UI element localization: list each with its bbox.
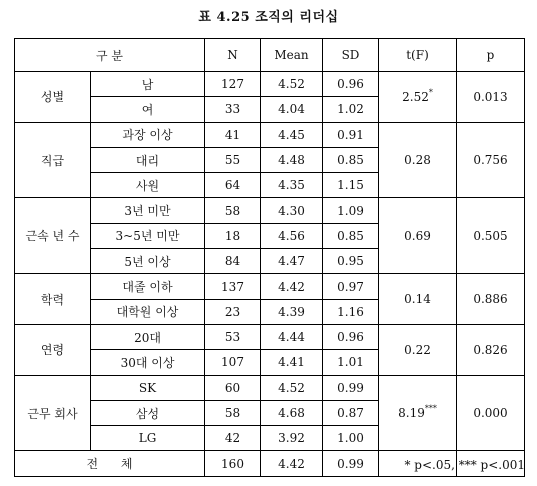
mean-value: 4.30 (261, 198, 323, 223)
t-number: 2.52 (402, 89, 429, 104)
n-value: 107 (205, 350, 261, 375)
t-value (379, 72, 457, 123)
t-value (379, 375, 457, 451)
sd-value: 0.85 (323, 147, 379, 172)
n-value: 53 (205, 324, 261, 349)
t-number: 0.69 (404, 228, 431, 243)
row-label: 여 (91, 97, 205, 122)
t-number: 0.14 (404, 292, 431, 307)
header-row (15, 39, 525, 72)
group-name: 연령 (15, 324, 91, 375)
header-mean: Mean (261, 39, 323, 72)
table-caption: 표 4.25 조직의 리더십 (198, 10, 339, 25)
table-row (15, 72, 525, 97)
sd-value: 0.91 (323, 122, 379, 147)
group-name: 학력 (15, 274, 91, 325)
p-value: 0.000 (457, 375, 525, 451)
mean-value: 4.47 (261, 249, 323, 274)
n-value: 42 (205, 426, 261, 451)
sd-value: 0.99 (323, 375, 379, 400)
group-name: 성별 (15, 72, 91, 123)
row-label: 3~5년 미만 (91, 223, 205, 248)
group-name: 근속 년 수 (15, 198, 91, 274)
sd-value: 0.95 (323, 249, 379, 274)
sd-value: 0.87 (323, 400, 379, 425)
mean-value: 4.44 (261, 324, 323, 349)
sd-value: 0.96 (323, 324, 379, 349)
row-label: 3년 미만 (91, 198, 205, 223)
row-label: 사원 (91, 173, 205, 198)
header-t: t(F) (379, 39, 457, 72)
significance-mark: *** (424, 404, 437, 413)
sd-value: 1.02 (323, 97, 379, 122)
sd-value: 0.85 (323, 223, 379, 248)
group-name: 근무 회사 (15, 375, 91, 451)
p-value: 0.886 (457, 274, 525, 325)
p-value: 0.826 (457, 324, 525, 375)
n-value: 64 (205, 173, 261, 198)
row-label: 5년 이상 (91, 249, 205, 274)
total-mean: 4.42 (261, 451, 323, 476)
sd-value: 1.16 (323, 299, 379, 324)
significance-mark: * (428, 87, 433, 97)
p-value: 0.756 (457, 122, 525, 198)
n-value: 33 (205, 97, 261, 122)
group-name: 직급 (15, 122, 91, 198)
n-value: 23 (205, 299, 261, 324)
mean-value: 4.41 (261, 350, 323, 375)
mean-value: 4.48 (261, 147, 323, 172)
sd-value: 1.15 (323, 173, 379, 198)
row-label: 과장 이상 (91, 122, 205, 147)
n-value: 55 (205, 147, 261, 172)
table-row (15, 274, 525, 299)
row-label: 30대 이상 (91, 350, 205, 375)
p-value: 0.505 (457, 198, 525, 274)
row-label: SK (91, 375, 205, 400)
table-row (15, 198, 525, 223)
n-value: 18 (205, 223, 261, 248)
total-label: 전 체 (15, 451, 205, 476)
table-row (15, 375, 525, 400)
n-value: 84 (205, 249, 261, 274)
leadership-table (14, 38, 525, 477)
t-value (379, 324, 457, 375)
header-n: N (205, 39, 261, 72)
t-number: 0.22 (404, 342, 431, 357)
t-value (379, 274, 457, 325)
n-value: 127 (205, 72, 261, 97)
table-row (15, 122, 525, 147)
n-value: 137 (205, 274, 261, 299)
p-value: 0.013 (457, 72, 525, 123)
row-label: 대리 (91, 147, 205, 172)
mean-value: 4.56 (261, 223, 323, 248)
table-row (15, 324, 525, 349)
row-label: 대졸 이하 (91, 274, 205, 299)
sd-value: 1.01 (323, 350, 379, 375)
sd-value: 1.00 (323, 426, 379, 451)
header-p: p (457, 39, 525, 72)
footnote: * p<.05, *** p<.001 (404, 458, 525, 472)
row-label: 남 (91, 72, 205, 97)
n-value: 41 (205, 122, 261, 147)
row-label: 대학원 이상 (91, 299, 205, 324)
mean-value: 3.92 (261, 426, 323, 451)
t-value (379, 198, 457, 274)
mean-value: 4.39 (261, 299, 323, 324)
sd-value: 1.09 (323, 198, 379, 223)
n-value: 58 (205, 400, 261, 425)
mean-value: 4.68 (261, 400, 323, 425)
total-sd: 0.99 (323, 451, 379, 476)
n-value: 60 (205, 375, 261, 400)
t-number: 0.28 (404, 153, 431, 168)
mean-value: 4.52 (261, 375, 323, 400)
row-label: 삼성 (91, 400, 205, 425)
total-n: 160 (205, 451, 261, 476)
header-group: 구 분 (15, 39, 205, 72)
sd-value: 0.97 (323, 274, 379, 299)
t-number: 8.19 (398, 406, 425, 420)
mean-value: 4.42 (261, 274, 323, 299)
mean-value: 4.04 (261, 97, 323, 122)
row-label: 20대 (91, 324, 205, 349)
mean-value: 4.52 (261, 72, 323, 97)
mean-value: 4.35 (261, 173, 323, 198)
t-value (379, 122, 457, 198)
mean-value: 4.45 (261, 122, 323, 147)
n-value: 58 (205, 198, 261, 223)
header-sd: SD (323, 39, 379, 72)
row-label: LG (91, 426, 205, 451)
sd-value: 0.96 (323, 72, 379, 97)
